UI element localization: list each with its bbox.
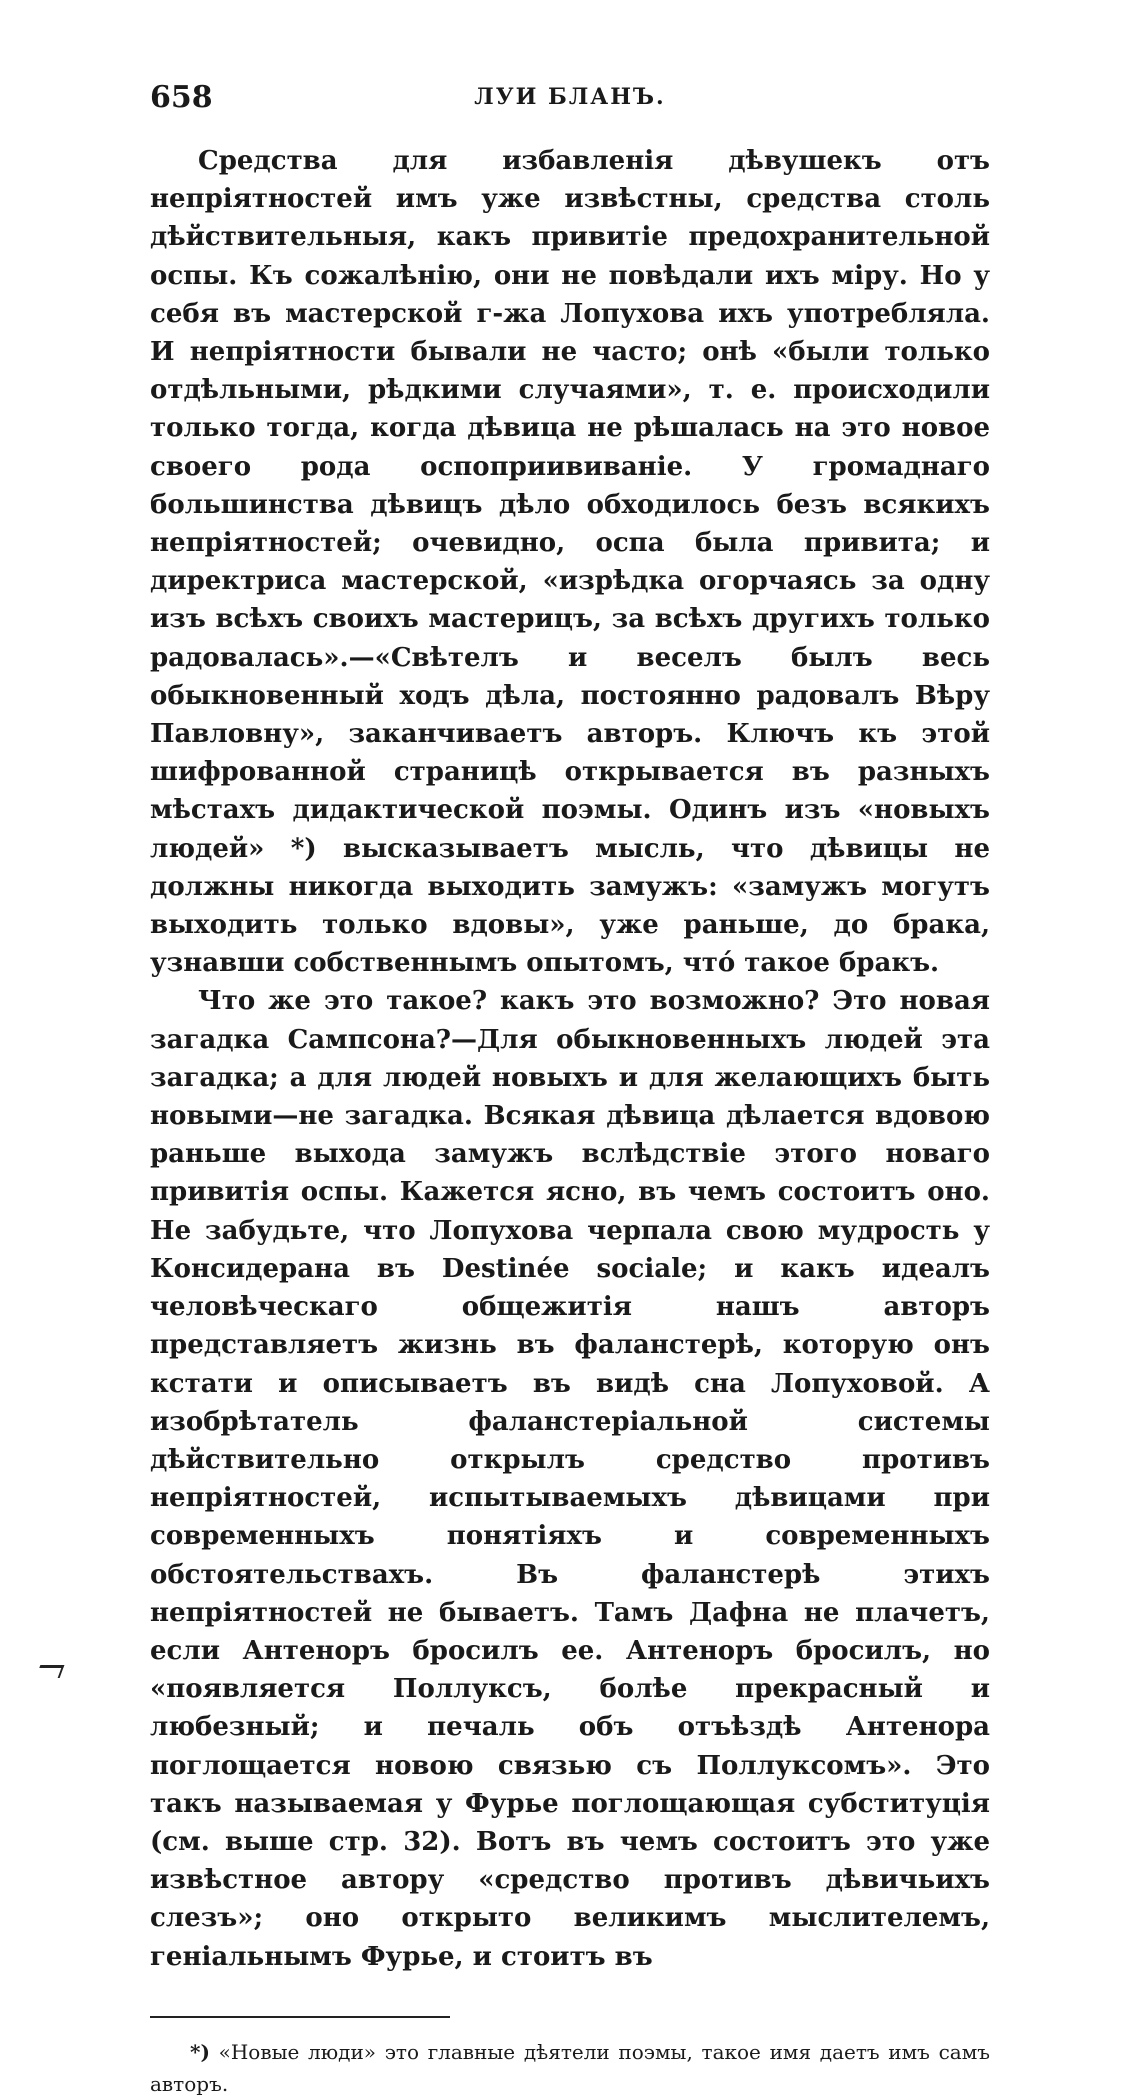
footnote-divider <box>150 2016 450 2018</box>
footnote <box>150 2036 990 2100</box>
paragraph-2: Что же это такое? какъ это возможно? Это новая загадка Сампсона?—Для обыкновенныхъ людей эта загадка; а для людей новыхъ и для желающихъ быть новыми—не загадка. Всякая дѣвица дѣлается вдовою раньше выхода замужъ вслѣдствіе этого новаго привитія оспы. Кажется ясно, въ чемъ состоитъ оно. Не забудьте, что Лопухова черпала свою мудрость у Консидерана въ Destinée sociale; и какъ идеалъ человѣческаго общежитія нашъ авторъ представляетъ жизнь въ фаланстерѣ, которую онъ кстати и описываетъ въ видѣ сна Лопуховой. А изобрѣтатель фаланстеріальной системы дѣйствительно открылъ средство противъ непріятностей, испытываемыхъ дѣвицами при современныхъ понятіяхъ и современныхъ обстоятельствахъ. Въ фаланстерѣ этихъ непріятностей не бываетъ. Тамъ Дафна не плачетъ, если Антенoръ бросилъ ее. Антенoръ бросилъ, но «появляется Поллуксъ, болѣе прекрасный и любезный; и печаль объ отъѣздѣ Антенора поглощается новою связью съ Поллуксомъ». Это такъ называемая у Фурье поглощающая субституція (см. выше стр. 32). Вотъ въ чемъ состоитъ это уже извѣстное автору «средство противъ дѣвичьихъ слезъ»; оно открыто великимъ мыслителемъ, геніальнымъ Фурье, и стоитъ въ <box>150 986 990 1972</box>
running-head <box>150 80 990 120</box>
page-number: 658 <box>150 80 213 115</box>
book-page <box>150 80 990 2100</box>
running-title: ЛУИ БЛАНЪ. <box>474 84 666 110</box>
margin-mark <box>36 1665 65 1678</box>
footnote-mark: *) <box>190 2039 210 2064</box>
paragraph-1: Средства для избавленія дѣвушекъ отъ непріятностей имъ уже извѣстны, средства столь дѣйствительныя, какъ привитіе предохранительной оспы. Къ сожалѣнію, они не повѣдали ихъ міру. Но у себя въ мастерской г-жа Лопухова ихъ употребляла. И непріятности бывали не часто; онѣ «были только отдѣльными, рѣдкими случаями», т. е. происходили только тогда, когда дѣвица не рѣшалась на это новое своего рода оспоприививаніе. У громаднаго большинства дѣвицъ дѣло обходилось безъ всякихъ непріятностей; очевидно, оспа была привита; и директриса мастерской, «изрѣдка огорчаясь за одну изъ всѣхъ своихъ мастерицъ, за всѣхъ другихъ только радовалась».—«Свѣтелъ и веселъ былъ весь обыкновенный ходъ дѣла, постоянно радовалъ Вѣру Павловну», заканчиваетъ авторъ. Ключъ къ этой шифрованной страницѣ открывается въ разныхъ мѣстахъ дидактической поэмы. Одинъ изъ «новыхъ людей» *) высказываетъ мысль, что дѣвицы не должны никогда выходить замужъ: «замужъ могутъ выходить только вдовы», уже раньше, до брака, узнавши собственнымъ опытомъ, чтó такое бракъ. <box>150 146 990 979</box>
body-text <box>150 142 990 1976</box>
footnote-text: «Новые люди» это главные дѣятели поэмы, такое имя даетъ имъ самъ авторъ. <box>150 2039 990 2096</box>
